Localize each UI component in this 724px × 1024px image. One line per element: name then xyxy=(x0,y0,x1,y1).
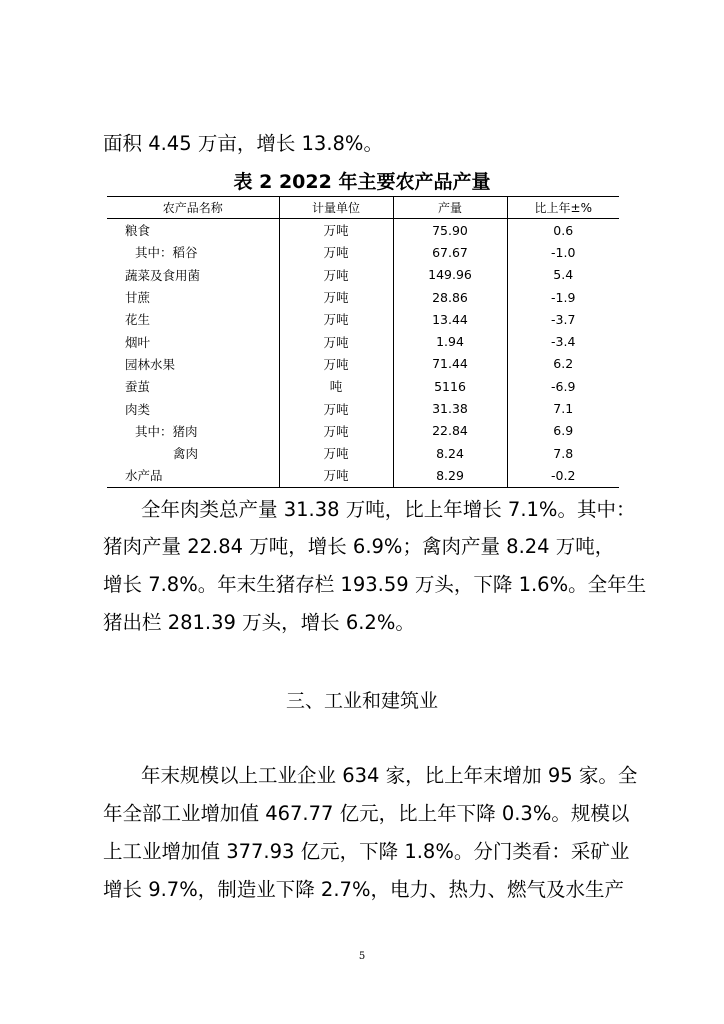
cell-name: 烟叶 xyxy=(125,334,151,350)
table-row xyxy=(107,241,619,263)
page-number: 5 xyxy=(358,951,366,962)
table-row xyxy=(107,397,619,419)
table-row xyxy=(107,219,619,242)
cell-change: 5.4 xyxy=(507,264,619,286)
table-row xyxy=(107,420,619,442)
cell-change: -1.9 xyxy=(507,286,619,308)
intro-line: 面积 4.45 万亩，增长 13.8%。 xyxy=(103,132,383,155)
cell-name: 禽肉 xyxy=(173,446,199,462)
paragraph-industry-line: 增长 9.7%，制造业下降 2.7%，电力、热力、燃气及水生产 xyxy=(103,878,624,901)
cell-output: 13.44 xyxy=(393,308,507,330)
cell-output: 1.94 xyxy=(393,330,507,352)
paragraph-meat-line: 猪出栏 281.39 万头，增长 6.2%。 xyxy=(103,611,415,634)
cell-output: 67.67 xyxy=(393,241,507,263)
paragraph-meat-line: 增长 7.8%。年末生猪存栏 193.59 万头，下降 1.6%。全年生 xyxy=(103,573,647,596)
cell-unit: 万吨 xyxy=(279,308,393,330)
cell-unit: 万吨 xyxy=(279,442,393,464)
paragraph-industry-line: 上工业增加值 377.93 亿元，下降 1.8%。分门类看：采矿业 xyxy=(103,840,630,863)
cell-name: 蔬菜及食用菌 xyxy=(125,267,201,283)
cell-output: 149.96 xyxy=(393,264,507,286)
table-row xyxy=(107,464,619,487)
cell-change: 7.1 xyxy=(507,397,619,419)
header-change: 比上年±% xyxy=(507,197,619,219)
cell-unit: 万吨 xyxy=(279,330,393,352)
table-row xyxy=(107,264,619,286)
paragraph-meat-line: 猪肉产量 22.84 万吨，增长 6.9%；禽肉产量 8.24 万吨， xyxy=(103,535,615,558)
cell-output: 71.44 xyxy=(393,353,507,375)
cell-unit: 吨 xyxy=(279,375,393,397)
cell-unit: 万吨 xyxy=(279,420,393,442)
paragraph-industry-line: 年全部工业增加值 467.77 亿元，比上年下降 0.3%。规模以 xyxy=(103,802,630,825)
cell-unit: 万吨 xyxy=(279,464,393,487)
cell-change: -1.0 xyxy=(507,241,619,263)
cell-change: 6.2 xyxy=(507,353,619,375)
header-output: 产量 xyxy=(393,197,507,219)
cell-output: 8.29 xyxy=(393,464,507,487)
paragraph-industry-line: 年末规模以上工业企业 634 家，比上年末增加 95 家。全 xyxy=(141,764,638,787)
cell-unit: 万吨 xyxy=(279,241,393,263)
cell-change: -3.4 xyxy=(507,330,619,352)
section-heading: 三、工业和建筑业 xyxy=(285,690,438,712)
cell-output: 31.38 xyxy=(393,397,507,419)
cell-name: 其中：稻谷 xyxy=(135,245,198,261)
paragraph-meat-line: 全年肉类总产量 31.38 万吨，比上年增长 7.1%。其中： xyxy=(141,498,636,521)
cell-change: -0.2 xyxy=(507,464,619,487)
cell-output: 22.84 xyxy=(393,420,507,442)
production-table xyxy=(107,196,619,488)
cell-change: 7.8 xyxy=(507,442,619,464)
cell-name: 水产品 xyxy=(107,464,279,487)
cell-name: 肉类 xyxy=(125,401,151,417)
cell-change: 6.9 xyxy=(507,420,619,442)
header-product-name: 农产品名称 xyxy=(107,197,279,219)
cell-unit: 万吨 xyxy=(279,353,393,375)
cell-output: 28.86 xyxy=(393,286,507,308)
header-unit: 计量单位 xyxy=(279,197,393,219)
table-row xyxy=(107,375,619,397)
cell-name: 花生 xyxy=(125,312,151,328)
table-row xyxy=(107,353,619,375)
cell-name: 园林水果 xyxy=(125,356,176,372)
table-row xyxy=(107,442,619,464)
cell-output: 75.90 xyxy=(393,219,507,242)
cell-name: 其中：猪肉 xyxy=(135,423,198,439)
table-row xyxy=(107,286,619,308)
cell-output: 8.24 xyxy=(393,442,507,464)
cell-unit: 万吨 xyxy=(279,219,393,242)
cell-output: 5116 xyxy=(393,375,507,397)
cell-change: -6.9 xyxy=(507,375,619,397)
cell-unit: 万吨 xyxy=(279,286,393,308)
cell-name: 甘蔗 xyxy=(125,290,151,306)
cell-change: 0.6 xyxy=(507,219,619,242)
cell-name: 蚕茧 xyxy=(125,379,151,395)
table-header-row xyxy=(107,197,619,219)
cell-change: -3.7 xyxy=(507,308,619,330)
cell-unit: 万吨 xyxy=(279,264,393,286)
cell-unit: 万吨 xyxy=(279,397,393,419)
table-row xyxy=(107,308,619,330)
cell-name: 粮食 xyxy=(125,223,151,239)
table-title: 表 2 2022 年主要农产品产量 xyxy=(233,171,491,193)
table-row xyxy=(107,330,619,352)
